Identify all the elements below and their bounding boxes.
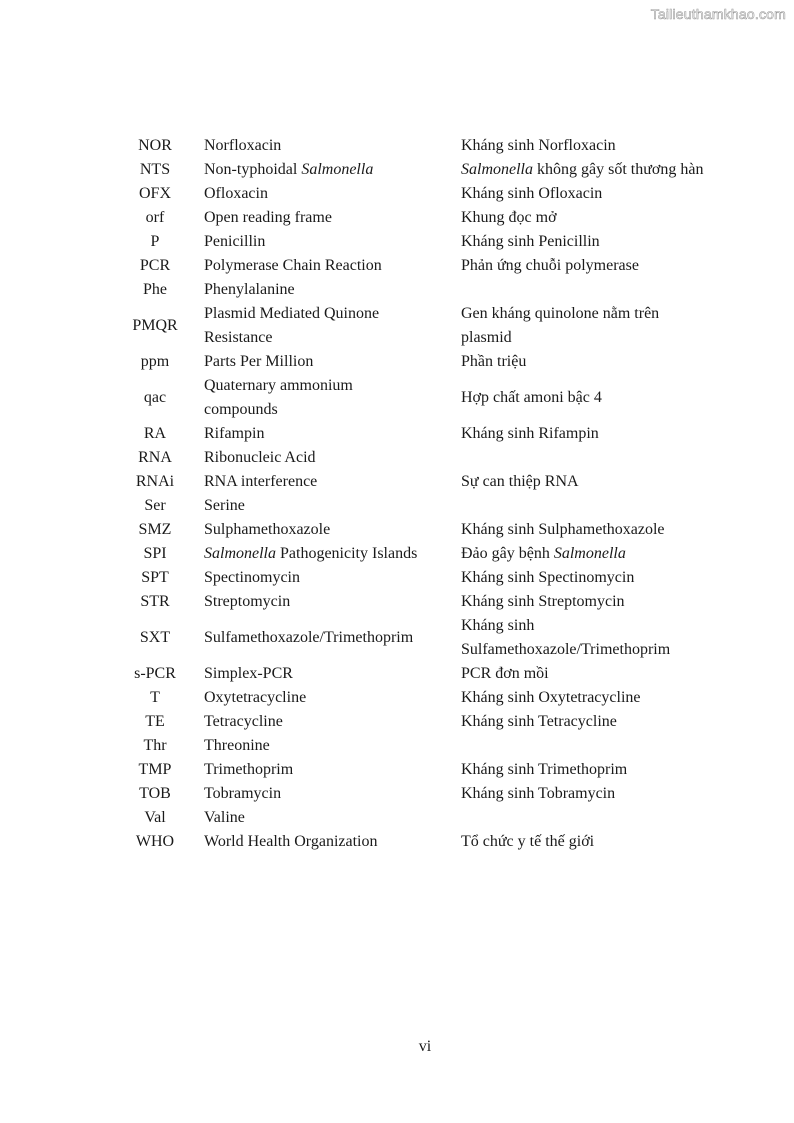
abbreviation-cell: TE xyxy=(145,713,165,730)
meaning-cell xyxy=(461,830,731,854)
term-cell xyxy=(188,566,461,590)
term-line: Ofloxacin xyxy=(204,185,268,202)
abbreviation-cell: s-PCR xyxy=(134,665,176,682)
abbreviation-cell: SPT xyxy=(141,569,169,586)
term-cell xyxy=(188,134,461,158)
term-line: Sulfamethoxazole/Trimethoprim xyxy=(204,629,414,646)
abbreviation-cell: P xyxy=(150,233,160,250)
table-row xyxy=(122,254,731,278)
term-line: Polymerase Chain Reaction xyxy=(204,257,382,274)
table-row xyxy=(122,134,731,158)
abbreviation-cell: RNAi xyxy=(135,473,175,490)
term-line: Parts Per Million xyxy=(204,353,314,370)
meaning-line: Kháng sinh Norfloxacin xyxy=(461,137,616,154)
meaning-cell xyxy=(461,134,731,158)
term-line: compounds xyxy=(204,401,278,418)
term-line: Resistance xyxy=(204,329,273,346)
term-cell xyxy=(188,662,461,686)
term-line: Phenylalanine xyxy=(204,281,295,298)
abbreviation-cell: qac xyxy=(143,389,167,406)
term-line: RNA interference xyxy=(204,473,318,490)
abbreviation-cell: RA xyxy=(143,425,167,442)
term-cell xyxy=(188,230,461,254)
term-line: Trimethoprim xyxy=(204,761,294,778)
meaning-cell xyxy=(461,254,731,278)
term-line: Plasmid Mediated Quinone xyxy=(204,305,380,322)
abbreviation-cell: SXT xyxy=(139,629,171,646)
meaning-line: Kháng sinh Tobramycin xyxy=(461,785,616,802)
term-line: Ribonucleic Acid xyxy=(204,449,316,466)
term-cell xyxy=(188,830,461,854)
meaning-cell xyxy=(461,302,731,350)
table-row xyxy=(122,158,731,182)
term-cell xyxy=(188,734,461,758)
meaning-line: Sự can thiệp RNA xyxy=(461,473,579,490)
meaning-cell xyxy=(461,350,731,374)
table-row xyxy=(122,710,731,734)
term-line: Serine xyxy=(204,497,245,514)
term-line: Oxytetracycline xyxy=(204,689,307,706)
meaning-line: Phần triệu xyxy=(461,353,527,370)
abbreviation-cell: orf xyxy=(145,209,165,226)
abbreviation-cell: OFX xyxy=(138,185,171,202)
term-line: Quaternary ammonium xyxy=(204,377,353,394)
term-line: Non-typhoidal Salmonella xyxy=(204,161,374,178)
organism-name-italic: Salmonella xyxy=(301,161,374,178)
term-line: Threonine xyxy=(204,737,270,754)
meaning-cell xyxy=(461,686,731,710)
table-row xyxy=(122,734,731,758)
meaning-line: PCR đơn mồi xyxy=(461,665,549,682)
table-row xyxy=(122,374,731,422)
table-row xyxy=(122,206,731,230)
meaning-cell xyxy=(461,542,731,566)
meaning-line: Kháng sinh Tetracycline xyxy=(461,713,617,730)
term-line: Salmonella Pathogenicity Islands xyxy=(204,545,418,562)
meaning-line: Phản ứng chuỗi polymerase xyxy=(461,257,639,274)
term-cell xyxy=(188,254,461,278)
abbreviation-cell: RNA xyxy=(138,449,172,466)
term-cell xyxy=(188,422,461,446)
table-row xyxy=(122,686,731,710)
meaning-cell xyxy=(461,782,731,806)
meaning-line: Kháng sinh Sulphamethoxazole xyxy=(461,521,665,538)
meaning-cell xyxy=(461,230,731,254)
term-line: Tobramycin xyxy=(204,785,282,802)
meaning-cell xyxy=(461,278,731,302)
term-line: Norfloxacin xyxy=(204,137,282,154)
term-cell xyxy=(188,710,461,734)
meaning-line: Khung đọc mở xyxy=(461,209,557,226)
abbreviation-cell: Phe xyxy=(143,281,167,298)
table-row xyxy=(122,806,731,830)
table-row xyxy=(122,422,731,446)
term-cell xyxy=(188,542,461,566)
abbreviation-cell: TOB xyxy=(139,785,171,802)
term-cell xyxy=(188,158,461,182)
meaning-line: Salmonella không gây sốt thương hàn xyxy=(461,161,704,178)
meaning-line: Hợp chất amoni bậc 4 xyxy=(461,389,602,406)
meaning-cell xyxy=(461,566,731,590)
term-line: Streptomycin xyxy=(204,593,291,610)
term-line: Sulphamethoxazole xyxy=(204,521,331,538)
term-cell xyxy=(188,590,461,614)
term-cell xyxy=(188,470,461,494)
meaning-cell xyxy=(461,710,731,734)
organism-name-italic: Salmonella xyxy=(204,545,276,562)
table-row xyxy=(122,350,731,374)
term-cell xyxy=(188,302,461,350)
meaning-line: Kháng sinh Streptomycin xyxy=(461,593,625,610)
abbreviation-cell: SMZ xyxy=(138,521,172,538)
abbreviation-cell: TMP xyxy=(138,761,172,778)
term-cell xyxy=(188,350,461,374)
term-cell xyxy=(188,374,461,422)
meaning-cell xyxy=(461,158,731,182)
meaning-line: Kháng sinh Spectinomycin xyxy=(461,569,635,586)
table-row xyxy=(122,518,731,542)
abbreviation-cell: SPI xyxy=(143,545,167,562)
table-row xyxy=(122,614,731,662)
organism-name-italic: Salmonella xyxy=(553,545,626,562)
page-number: vi xyxy=(418,1038,432,1055)
abbreviation-table xyxy=(122,134,731,854)
table-row xyxy=(122,758,731,782)
abbreviation-cell: Ser xyxy=(144,497,166,514)
meaning-cell xyxy=(461,662,731,686)
term-cell xyxy=(188,494,461,518)
abbreviation-table-body xyxy=(122,134,731,854)
abbreviation-cell: STR xyxy=(140,593,170,610)
abbreviation-cell: Thr xyxy=(143,737,167,754)
meaning-cell xyxy=(461,206,731,230)
meaning-cell xyxy=(461,494,731,518)
term-line: Spectinomycin xyxy=(204,569,300,586)
meaning-line: Tổ chức y tế thế giới xyxy=(461,833,595,850)
meaning-line: Kháng sinh Penicillin xyxy=(461,233,600,250)
term-cell xyxy=(188,182,461,206)
table-row xyxy=(122,470,731,494)
table-row xyxy=(122,302,731,350)
term-cell xyxy=(188,686,461,710)
table-row xyxy=(122,662,731,686)
abbreviation-cell: WHO xyxy=(135,833,175,850)
meaning-cell xyxy=(461,734,731,758)
meaning-line: Sulfamethoxazole/Trimethoprim xyxy=(461,641,671,658)
meaning-line: plasmid xyxy=(461,329,512,346)
meaning-cell xyxy=(461,470,731,494)
meaning-cell xyxy=(461,422,731,446)
meaning-line: Gen kháng quinolone nằm trên xyxy=(461,305,660,322)
term-line: Valine xyxy=(204,809,245,826)
term-cell xyxy=(188,278,461,302)
meaning-cell xyxy=(461,590,731,614)
meaning-cell xyxy=(461,614,731,662)
abbreviation-cell: Val xyxy=(144,809,166,826)
term-line: Penicillin xyxy=(204,233,266,250)
watermark-text: Tailieuthamkhao.com xyxy=(650,6,786,22)
table-row xyxy=(122,182,731,206)
term-line: Open reading frame xyxy=(204,209,332,226)
meaning-cell xyxy=(461,374,731,422)
table-row xyxy=(122,830,731,854)
term-cell xyxy=(188,782,461,806)
term-cell xyxy=(188,806,461,830)
meaning-line: Kháng sinh Oxytetracycline xyxy=(461,689,641,706)
table-row xyxy=(122,494,731,518)
meaning-cell xyxy=(461,182,731,206)
meaning-cell xyxy=(461,518,731,542)
abbreviation-cell: T xyxy=(150,689,160,706)
term-cell xyxy=(188,206,461,230)
meaning-line: Kháng sinh xyxy=(461,617,535,634)
term-line: Rifampin xyxy=(204,425,265,442)
meaning-line: Kháng sinh Trimethoprim xyxy=(461,761,628,778)
abbreviation-cell: PCR xyxy=(139,257,171,274)
organism-name-italic: Salmonella xyxy=(461,161,533,178)
meaning-line: Đảo gây bệnh Salmonella xyxy=(461,545,626,562)
abbreviation-cell: NOR xyxy=(138,137,172,154)
meaning-cell xyxy=(461,446,731,470)
term-cell xyxy=(188,758,461,782)
table-row xyxy=(122,230,731,254)
term-cell xyxy=(188,446,461,470)
abbreviation-cell: PMQR xyxy=(132,317,178,334)
meaning-line: Kháng sinh Ofloxacin xyxy=(461,185,603,202)
table-row xyxy=(122,566,731,590)
term-cell xyxy=(188,518,461,542)
table-row xyxy=(122,590,731,614)
abbreviation-cell: NTS xyxy=(139,161,171,178)
term-line: Simplex-PCR xyxy=(204,665,293,682)
term-line: World Health Organization xyxy=(204,833,378,850)
meaning-cell xyxy=(461,758,731,782)
term-cell xyxy=(188,614,461,662)
table-row xyxy=(122,782,731,806)
abbreviation-cell: ppm xyxy=(140,353,170,370)
table-row xyxy=(122,446,731,470)
term-line: Tetracycline xyxy=(204,713,283,730)
table-row xyxy=(122,542,731,566)
meaning-line: Kháng sinh Rifampin xyxy=(461,425,599,442)
meaning-cell xyxy=(461,806,731,830)
table-row xyxy=(122,278,731,302)
